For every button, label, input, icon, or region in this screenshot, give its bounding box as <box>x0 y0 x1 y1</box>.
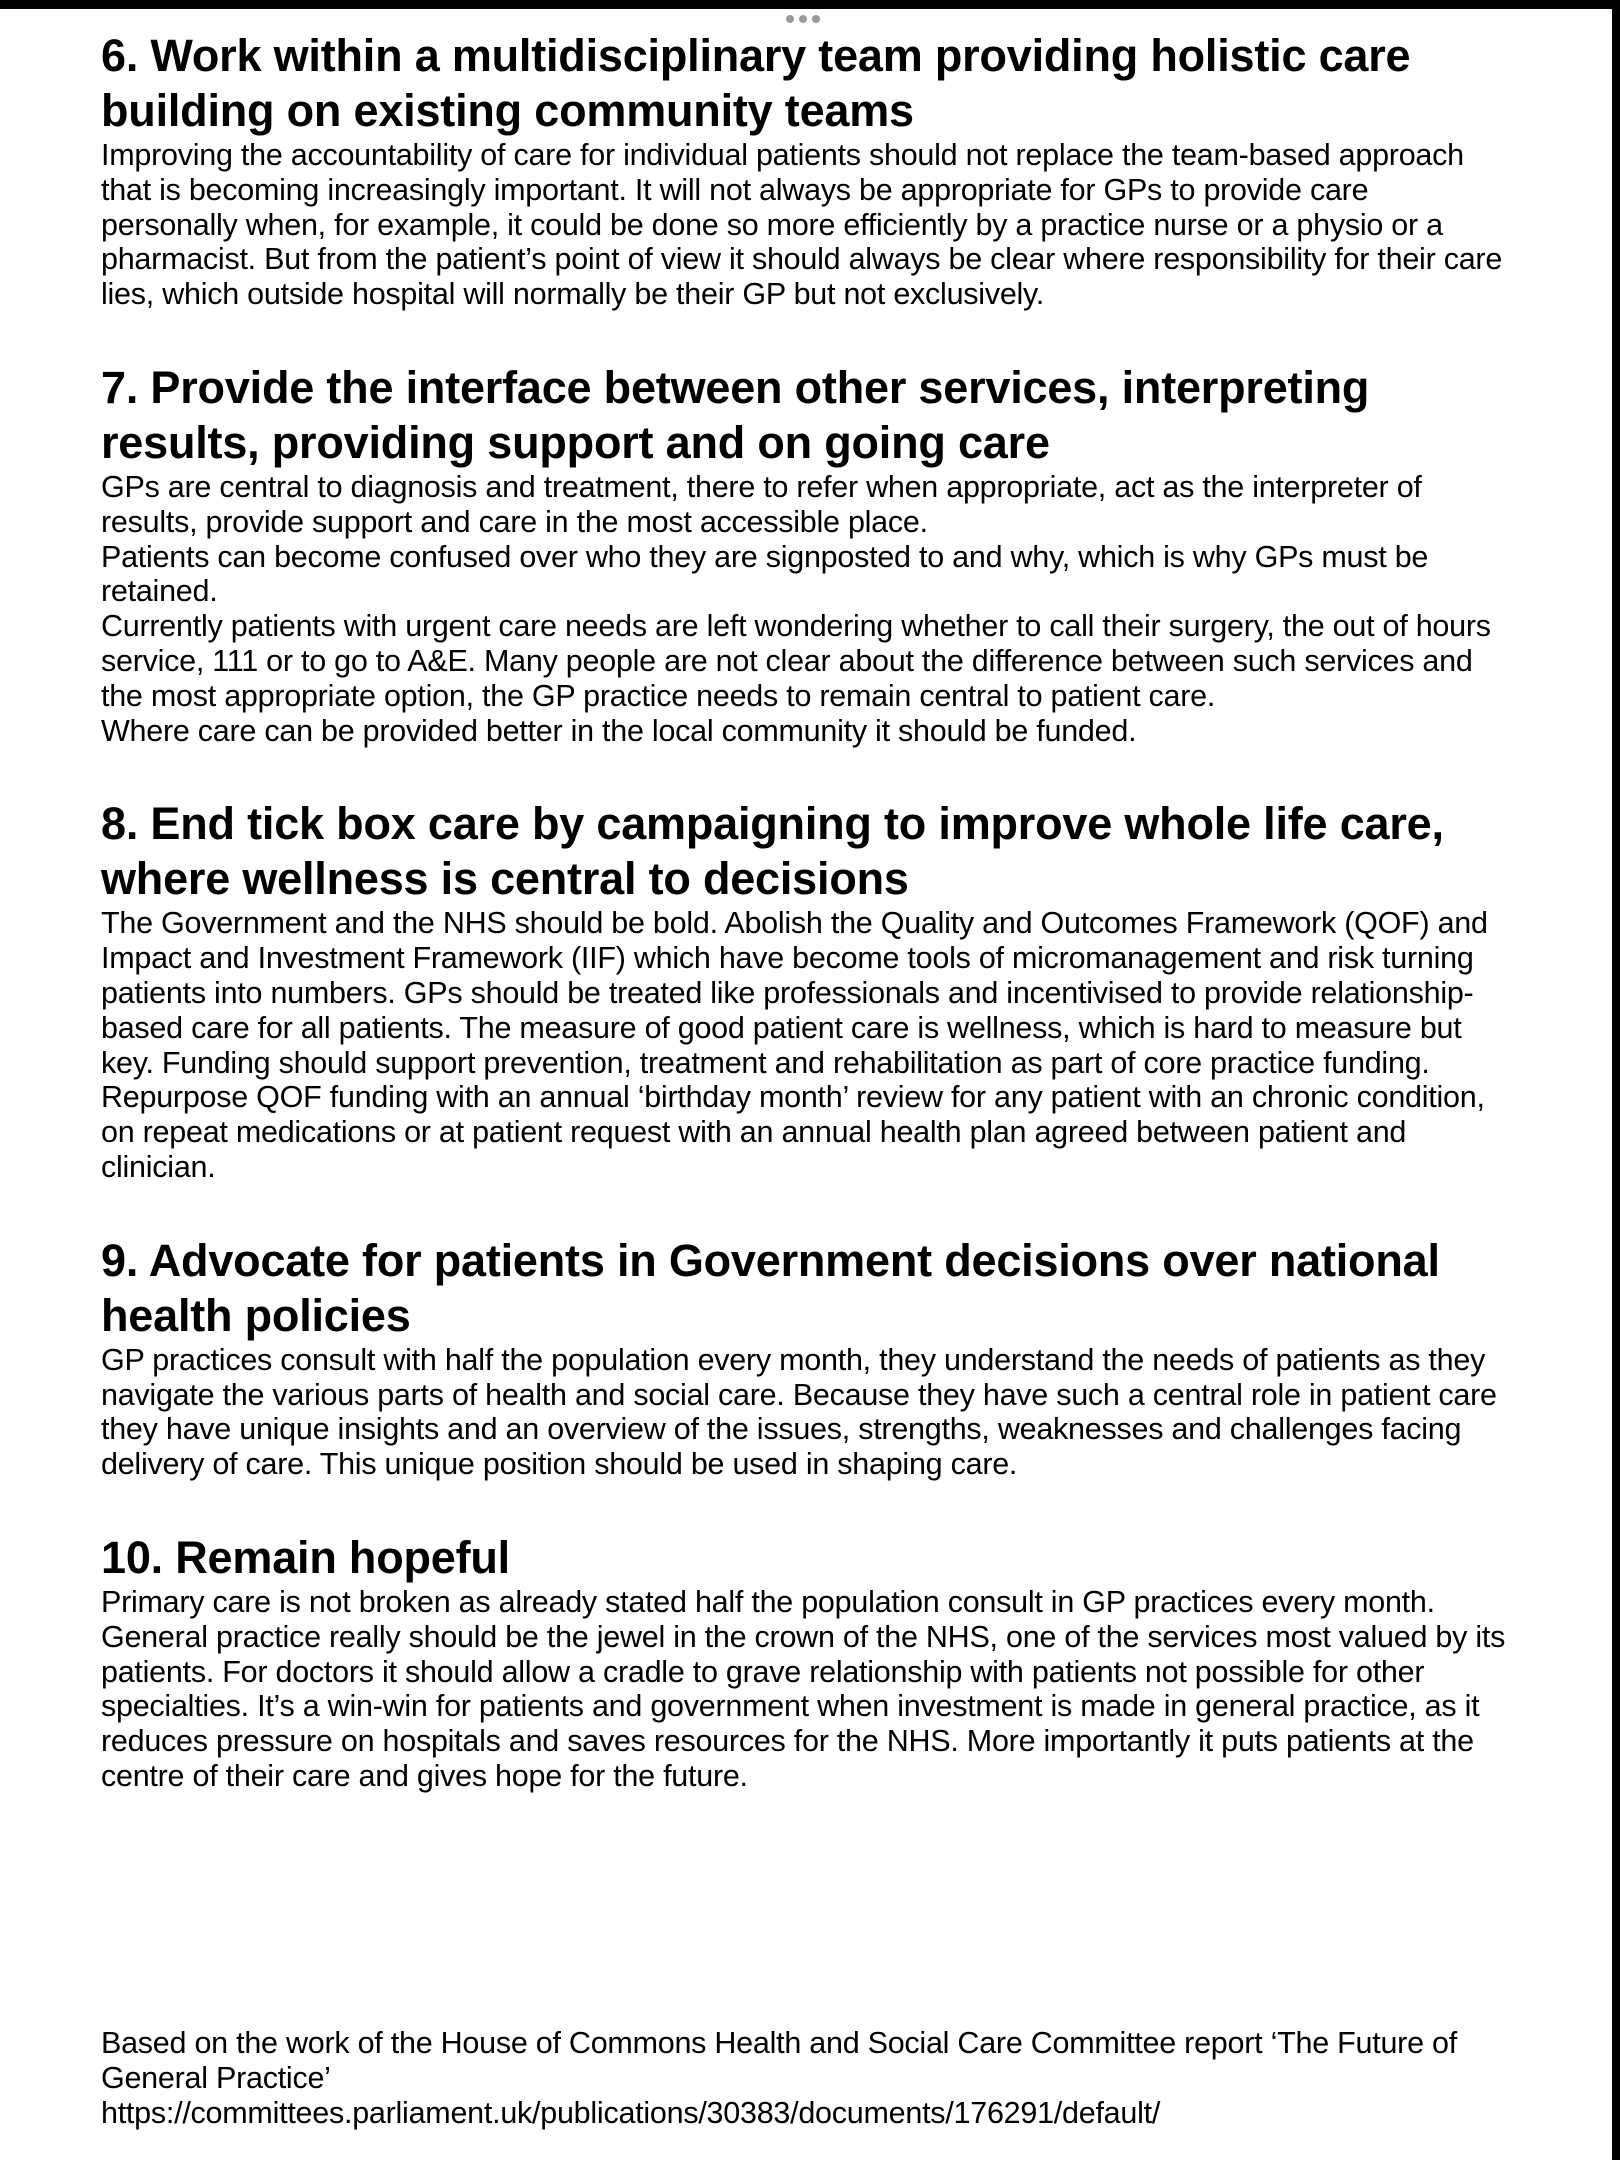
section-heading: 9. Advocate for patients in Government decisions over national health policies <box>101 1234 1440 1341</box>
section-heading: 6. Work within a multidisciplinary team providing holistic care building on existing community teams <box>101 30 1411 136</box>
section-heading: 8. End tick box care by campaigning to improve whole life care, where wellness is central to decisions <box>101 798 1444 905</box>
section-8 <box>101 796 1506 1184</box>
section-paragraph: The Government and the NHS should be bold. Abolish the Quality and Outcomes Framework (QOF) and Impact and Investment Framework (IIF) which have become tools of micromanagement and risk turning patients into numbers. GPs should be treated like professionals and incentivised to provide relationship-based care for all patients. The measure of good patient care is wellness, which is hard to measure but key. Funding should support prevention, treatment and rehabilitation as part of core practice funding. Repurpose QOF funding with an annual ‘birthday month’ review for any patient with an chronic condition, on repeat medications or at patient request with an annual health plan agreed between patient and clinician. <box>101 906 1488 1184</box>
dot-icon <box>786 15 794 23</box>
section-paragraph: Patients can become confused over who they are signposted to and why, which is why GPs must be retained. <box>101 539 1429 609</box>
document-body <box>101 28 1506 1794</box>
dot-icon <box>799 15 807 23</box>
footer-link[interactable]: https://committees.parliament.uk/publications/30383/documents/176291/default/ <box>101 2095 1161 2130</box>
section-paragraph: Currently patients with urgent care needs are left wondering whether to call their surgery, the out of hours service, 111 or to go to A&E. Many people are not clear about the difference between such services and the most appropriate option, the GP practice needs to remain central to patient care. <box>101 609 1491 713</box>
section-paragraph: GP practices consult with half the population every month, they understand the needs of patients as they navigate the various parts of health and social care. Because they have such a central role in patient care they have unique insights and an overview of the issues, strengths, weaknesses and challenges facing delivery of care. This unique position should be used in shaping care. <box>101 1342 1497 1482</box>
section-9 <box>101 1233 1506 1482</box>
section-7 <box>101 360 1506 748</box>
section-heading: 7. Provide the interface between other services, interpreting results, providing support and on going care <box>101 361 1370 468</box>
section-10 <box>101 1530 1506 1794</box>
section-heading: 10. Remain hopeful <box>101 1531 510 1583</box>
footer-source-text: Based on the work of the House of Commons Health and Social Care Committee report ‘The Future of General Practice’ <box>101 2026 1457 2095</box>
section-paragraph: Where care can be provided better in the local community it should be funded. <box>101 713 1137 748</box>
section-paragraph: Improving the accountability of care for individual patients should not replace the team-based approach that is becoming increasingly important. It will not always be appropriate for GPs to provide care personally when, for example, it could be done so more efficiently by a practice nurse or a physio or a pharmacist. But from the patient’s point of view it should always be clear where responsibility for their care lies, which outside hospital will normally be their GP but not exclusively. <box>101 138 1503 312</box>
right-edge-bar <box>1612 0 1620 2160</box>
more-options-icon[interactable] <box>786 15 820 23</box>
section-6 <box>101 28 1506 312</box>
section-paragraph: Primary care is not broken as already stated half the population consult in GP practices every month. General practice really should be the jewel in the crown of the NHS, one of the services most valued by its patients. For doctors it should allow a cradle to grave relationship with patients not possible for other specialties. It’s a win-win for patients and government when investment is made in general practice, as it reduces pressure on hospitals and saves resources for the NHS. More importantly it puts patients at the centre of their care and gives hope for the future. <box>101 1584 1506 1793</box>
dot-icon <box>812 15 820 23</box>
section-paragraph: GPs are central to diagnosis and treatment, there to refer when appropriate, act as the interpreter of results, provide support and care in the most accessible place. <box>101 469 1422 539</box>
footer-reference <box>101 2026 1506 2130</box>
